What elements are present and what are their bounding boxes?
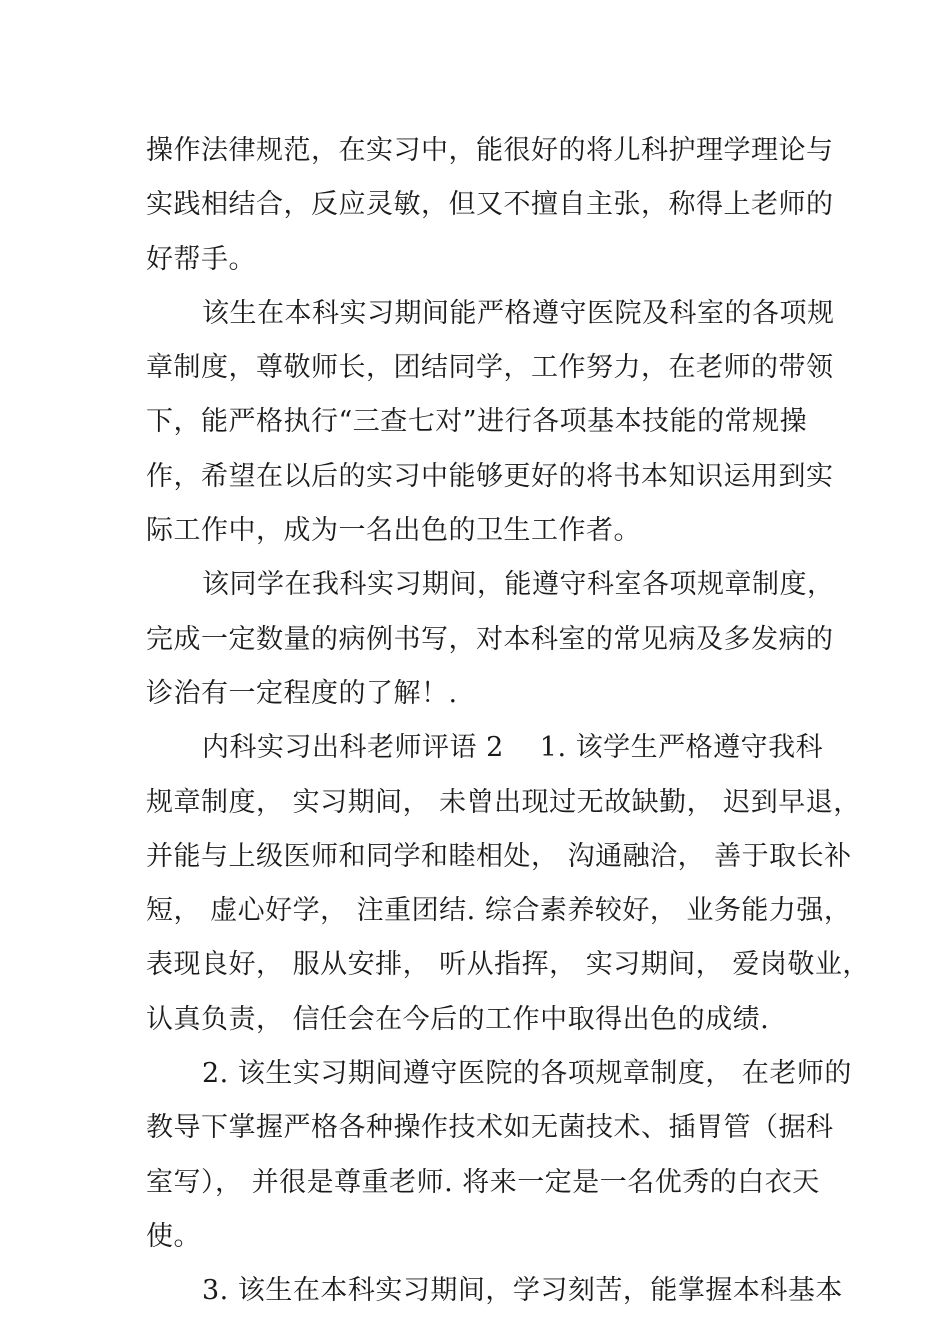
list-item-1-start: 1. 该学生严格遵守我科 [539,732,824,764]
text-line: 作，希望在以后的实习中能够更好的将书本知识运用到实 [146,460,834,492]
text-line: 章制度，尊敬师长，团结同学，工作努力，在老师的带领 [146,352,834,384]
text-line: 表现良好， 服从安排， 听从指挥， 实习期间， 爱岗敬业， [146,949,870,981]
text-line: 操作法律规范，在实习中，能很好的将儿科护理学理论与 [146,135,834,166]
paragraph-start-line: 该同学在我科实习期间，能遵守科室各项规章制度， [202,569,835,601]
text-line: 好帮手。 [146,243,256,275]
text-line: 教导下掌握严格各种操作技术如无菌技术、插胃管（据科 [146,1112,834,1144]
text-line: 际工作中，成为一名出色的卫生工作者。 [146,515,641,547]
text-line: 实践相结合，反应灵敏，但又不擅自主张，称得上老师的 [146,189,834,221]
text-line: 完成一定数量的病例书写，对本科室的常见病及多发病的 [146,623,834,655]
section-heading: 内科实习出科老师评语 2 [202,732,504,764]
text-line: 认真负责， 信任会在今后的工作中取得出色的成绩. [146,1003,770,1035]
text-line: 使。 [146,1220,201,1252]
list-item-2-start: 2. 该生实习期间遵守医院的各项规章制度， 在老师的 [202,1058,852,1090]
text-line: 并能与上级医师和同学和睦相处， 沟通融洽， 善于取长补 [146,840,852,872]
text-line: 下，能严格执行“三查七对”进行各项基本技能的常规操 [146,406,808,438]
body-text [146,124,870,1319]
section-heading-line [146,721,824,775]
text-line: 短， 虚心好学， 注重团结. 综合素养较好， 业务能力强， [146,895,852,927]
paragraph-start-line: 该生在本科实习期间能严格遵守医院及科室的各项规 [202,297,835,329]
list-item-3-start: 3. 该生在本科实习期间，学习刻苦，能掌握本科基本 [202,1275,843,1307]
text-line: 规章制度， 实习期间， 未曾出现过无故缺勤， 迟到早退， [146,786,861,818]
text-line: 室写）， 并很是尊重老师. 将来一定是一名优秀的白衣天 [146,1166,820,1198]
text-line: 诊治有一定程度的了解！. [146,677,458,709]
